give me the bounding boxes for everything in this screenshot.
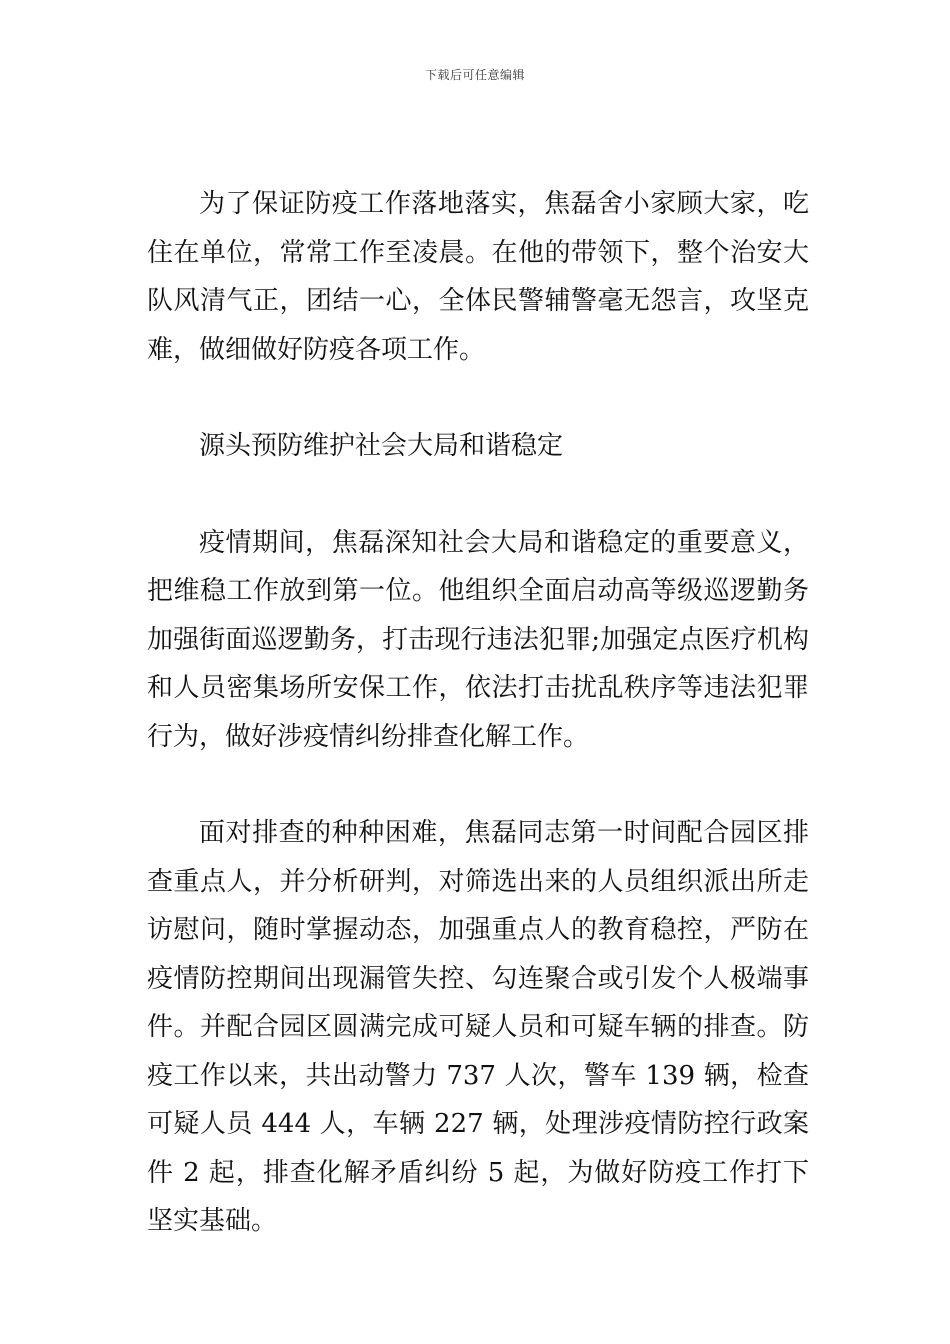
section-heading: 源头预防维护社会大局和谐稳定 <box>199 431 564 461</box>
paragraph-3: 面对排查的种种困难，焦磊同志第一时间配合园区排查重点人，并分析研判，对筛选出来的人员组织派出所走访慰问，随时掌握动态，加强重点人的教育稳控，严防在疫情防控期间出现漏管失控、勾连聚合或引发个人极端事件。并配合园区圆满完成可疑人员和可疑车辆的排查。防疫工作以来，共出动警力 737 人次，警车 139 辆，检查可疑人员 444 人，车辆 227 辆，处理涉疫情防控行政案件 2 起，排查化解矛盾纠纷 5 起，为做好防疫工作打下坚实基础。 <box>147 818 809 1236</box>
paragraph-1: 为了保证防疫工作落地落实，焦磊舍小家顾大家，吃住在单位，常常工作至凌晨。在他的带领下，整个治安大队风清气正，团结一心，全体民警辅警毫无怨言，攻坚克难，做细做好防疫各项工作。 <box>147 189 809 365</box>
paragraph-2: 疫情期间，焦磊深知社会大局和谐稳定的重要意义，把维稳工作放到第一位。他组织全面启动高等级巡逻勤务加强街面巡逻勤务，打击现行违法犯罪;加强定点医疗机构和人员密集场所安保工作，依法打击扰乱秩序等违法犯罪行为，做好涉疫情纠纷排查化解工作。 <box>147 527 809 752</box>
page-header: 下载后可任意编辑 <box>424 68 525 82</box>
document-body <box>147 180 809 1246</box>
